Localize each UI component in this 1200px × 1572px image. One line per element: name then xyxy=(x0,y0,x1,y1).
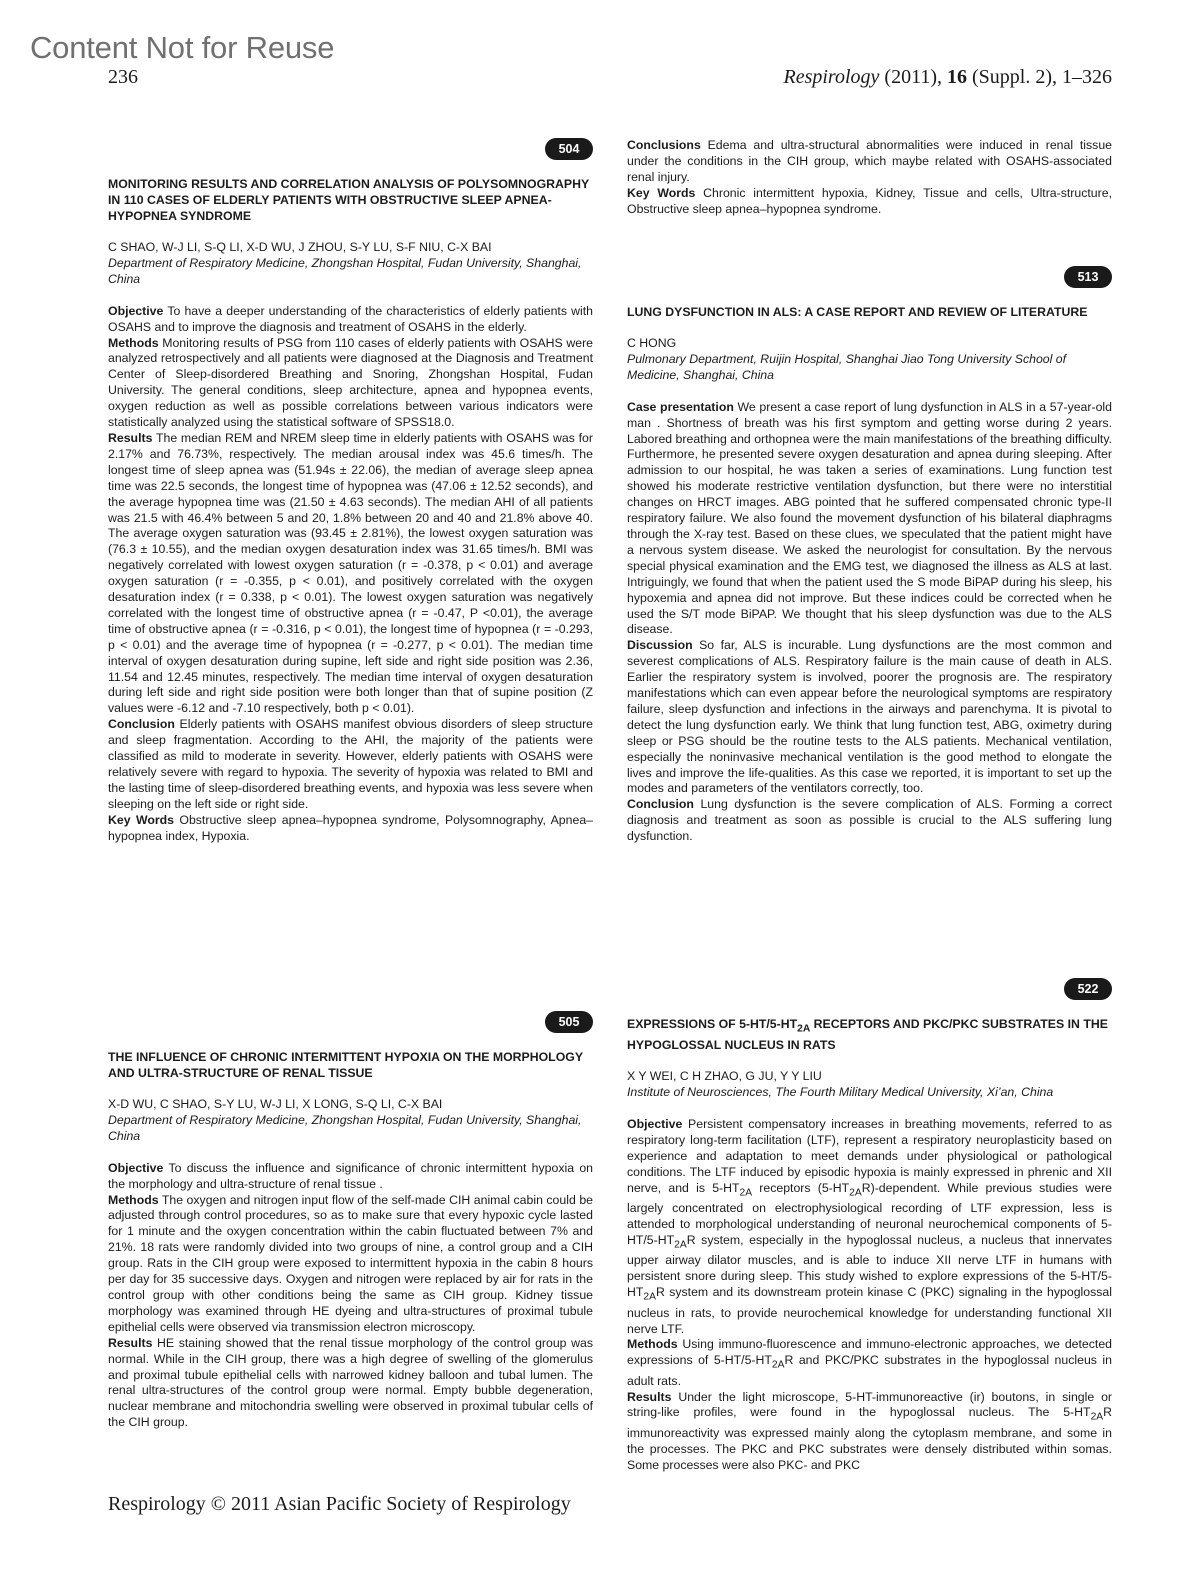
section-text: So far, ALS is incurable. Lung dysfunctions are the most common and severest complications of ALS. Respiratory failure is the main cause of death in ALS. Earlier the respiratory system is involved, poorer the prognosis are. The respiratory manifestations which can even appear before the neurological symptoms are respiratory failure, sleep dysfunction and infections in the airways and parenchyma. It is pivotal to detect the lung dysfunction early. We think that lung function test, ABG, oximetry during sleep or PSG should be the routine tests to the ALS patients. Mechanical ventilation, especially the noninvasive mechanical ventilation is the good method to elongate the lives and improve the life-qualities. As this case we reported, it is important to set up the modes and parameters of the ventilators correctly, too. xyxy=(627,638,1112,796)
results-paragraph: Results Under the light microscope, 5-HT-immunoreactive (ir) boutons, in single or string-like profiles, were found in the hypoglossal nucleus. The $5-HT_{2A}R$ immunoreactivity was expressed mainly along the cytoplasm membrane, and some in the processes. The PKC and PKC substrates were densely distributed within somas. Some processes were also PKC- and PKC xyxy=(627,1389,1113,1472)
section-label: Conclusions xyxy=(627,138,701,152)
section-label: Case presentation xyxy=(627,399,734,414)
abstract-505 xyxy=(108,1011,593,1431)
page-number: 236 xyxy=(108,66,138,88)
objective-paragraph xyxy=(108,1161,593,1193)
section-text: Obstructive sleep apnea–hypopnea syndrome, Polysomnography, Apnea–hypopnea index, Hypoxia. xyxy=(108,812,593,843)
results-paragraph xyxy=(108,431,593,717)
abstract-title: MONITORING RESULTS AND CORRELATION ANALYSIS OF POLYSOMNOGRAPHY IN 110 CASES OF ELDERLY PATIENTS WITH OBSTRUCTIVE SLEEP APNEA-HYPOPNEA SYNDROME xyxy=(108,177,589,223)
section-text: Monitoring results of PSG from 110 cases of elderly patients with OSAHS were analyzed retrospectively and all patients were diagnosed at the Diagnosis and Treatment Center of Sleep-disordered Breathing and Snoring, Zhongshan Hospital, Fudan University. The general conditions, sleep architecture, apnea and hypopnea events, oxygen reduction as well as possible correlations between various indicators were statistically analyzed using the statistical software of SPSS18.0. xyxy=(108,335,594,430)
results-paragraph xyxy=(108,1336,593,1431)
section-label: Conclusion xyxy=(108,717,175,732)
section-label: Methods xyxy=(627,1337,678,1352)
section-text: The median REM and NREM sleep time in elderly patients with OSAHS was for 2.17% and 76.73%, respectively. The median arousal index was 45.6 times/h. The longest time of sleep apnea was (51.94s ± 22.06), the median of average sleep apnea time was 22.5 seconds, the longest time of hypopnea was (47.06 ± 12.52 seconds), and the average hypopnea time was (21.50 ± 4.63 seconds). The median AHI of all patients was 21.5 with 46.4% between 5 and 20, 1.8% between 20 and 40 and 21.8% above 40. The average oxygen saturation was (93.45 ± 2.81%), the lowest oxygen saturation was (76.3 ± 10.55), and the median oxygen desaturation index was 31.65 times/h. BMI was negatively correlated with lowest oxygen saturation (r = -0.378, p < 0.01) and average oxygen saturation (r = -0.355, p < 0.01), and positively correlated with the oxygen desaturation index (r = 0.338, p < 0.01). The lowest oxygen saturation was negatively correlated with the longest time of obstructive apnea (r = -0.47, P <0.01), the average time of obstructive apnea (r = -0.316, p < 0.01), the longest time of hypopnea (r = -0.293, p < 0.01) and the average time of hypopnea (r = -0.277, p < 0.01). The median time interval of oxygen desaturation during supine, left side and right side position was 2.36, 11.54 and 12.45 minutes, respectively. The median time interval of oxygen desaturation during left side and right side position were both longer than that of supine position (Z values were -6.12 and -7.10 respectively, both p < 0.01). xyxy=(108,430,593,716)
section-label: Methods xyxy=(108,1192,159,1207)
section-label: Results xyxy=(108,1335,153,1350)
section-text: Chronic intermittent hypoxia, Kidney, Tissue and cells, Ultra-structure, Obstructive sleep apnea–hypopnea syndrome. xyxy=(627,185,1112,216)
citation-year: (2011), xyxy=(879,66,947,88)
abstract-504 xyxy=(108,138,593,845)
section-text: Elderly patients with OSAHS manifest obvious disorders of sleep structure and sleep fragmentation. According to the AHI, the majority of the patients were classified as mild to moderate in severity. However, elderly patients with OSAHS were relatively severe with regard to hypoxia. The severity of hypoxia was related to BMI and the lasting time of sleep-disordered breathing events, and hypoxia was less severe when sleeping on the left side or right side. xyxy=(108,717,593,811)
abstract-number-badge: 522 xyxy=(1064,978,1112,1000)
section-text: We present a case report of lung dysfunction in ALS in a 57-year-old man . Shortness of breath was his first symptom and getting worse during 2 years. Labored breathing and orthopnea were the main manifestations of the breathing difficulty. Furthermore, he presented severe oxygen desaturation and apnea during sleeping. After admission to our hospital, he was taken a series of examinations. Lung function test showed his moderate restrictive ventilation dysfunction, but there were no interstitial changes on HRCT images. ABG pointed that he suffered compensated chronic type-II respiratory failure. We also found the movement dysfunction of his bilateral diaphragms through the X-ray test. Based on these clues, we speculated that the patient might have a nervous system disease. We asked the neurologist for consultation. By the nervous special physical examination and the EMG test, we diagnosed the illness as ALS at last. Intriguingly, we found that when the patient used the S mode BiPAP during his sleep, his hypoxemia and apnea did not improve. But these indices could be corrected when he used the S/T mode BiPAP. We thought that his sleep dysfunction was due to the ALS disease. xyxy=(627,399,1112,637)
section-text: Edema and ultra-structural abnormalities were induced in renal tissue under the conditions in the CIH group, which maybe related with OSAHS-associated renal injury. xyxy=(627,138,1113,184)
case-paragraph xyxy=(627,400,1112,639)
abstract-title: THE INFLUENCE OF CHRONIC INTERMITTENT HYPOXIA ON THE MORPHOLOGY AND ULTRA-STRUCTURE OF RENAL TISSUE xyxy=(108,1050,583,1080)
abstract-authors: C HONG xyxy=(627,336,677,350)
section-label: Discussion xyxy=(627,638,693,653)
section-label: Key Words xyxy=(108,812,174,827)
section-label: Conclusion xyxy=(627,797,694,812)
abstract-number-badge: 513 xyxy=(1064,266,1112,288)
section-label: Objective xyxy=(627,1117,683,1132)
section-text: The oxygen and nitrogen input flow of the self-made CIH animal cabin could be adjusted through control procedures, so as to make sure that every hypoxic cycle lasted for 1 minute and the oxygen concentration within the cabin fluctuated between 7% and 21%. 18 rats were randomly divided into two groups of nine, a control group and a CIH group. Rats in the CIH group were exposed to intermittent hypoxia in the cabin 8 hours per day for 35 successive days. Oxygen and nitrogen were replaced by air for rats in the control group with other conditions being the same as CIH group. Kidney tissue morphology was examined through HE dyeing and ultra-structures of proximal tubule epithelial cells were observed via transmission electron microscopy. xyxy=(108,1192,593,1334)
discussion-paragraph xyxy=(627,638,1112,797)
section-text: HE staining showed that the renal tissue morphology of the control group was normal. While in the CIH group, there was a high degree of swelling of the glomerulus and proximal tubule epithelial cells with narrowed kidney balloon and tubal lumen. The renal ultra-structures of the control group were normal. Empty bubble degeneration, nuclear membrane and mitochondria swelling were observed in proximal tubular cells of the CIH group. xyxy=(108,1335,593,1430)
abstract-affiliation: Department of Respiratory Medicine, Zhongshan Hospital, Fudan University, Shanghai, China xyxy=(108,1112,582,1143)
abstract-affiliation: Institute of Neurosciences, The Fourth Military Medical University, Xi’an, China xyxy=(627,1085,1054,1100)
abstract-authors: X-D WU, C SHAO, S-Y LU, W-J LI, X LONG, S-Q LI, C-X BAI xyxy=(108,1097,443,1111)
abstract-513 xyxy=(627,266,1112,845)
section-label: Methods xyxy=(108,335,159,350)
abstract-title: EXPRESSIONS OF $5-HT/5-HT_{2A}$ RECEPTORS AND PKC/PKC SUBSTRATES IN THE HYPOGLOSSAL NUCLEUS IN RATS xyxy=(627,1017,1108,1053)
section-text: To have a deeper understanding of the characteristics of elderly patients with OSAHS and to improve the diagnosis and treatment of OSAHS in the elderly. xyxy=(108,303,594,334)
abstract-authors: X Y WEI, C H ZHAO, G JU, Y Y LIU xyxy=(627,1069,822,1084)
conclusion-paragraph xyxy=(108,717,593,812)
volume: 16 xyxy=(947,66,967,88)
section-label: Key Words xyxy=(627,185,696,200)
methods-paragraph: Methods Using immuno-fluorescence and immuno-electronic approaches, we detected expressions of $5-HT/5-HT_{2A}R$ and PKC/PKC substrates in the hypoglossal nucleus in adult rats. xyxy=(627,1337,1112,1388)
objective-paragraph xyxy=(108,304,593,336)
watermark: Content Not for Reuse xyxy=(30,30,335,65)
keywords-paragraph xyxy=(627,186,1112,218)
section-text: Lung dysfunction is the severe complication of ALS. Forming a correct diagnosis and treatment as soon as possible is crucial to the ALS suffering lung dysfunction. xyxy=(627,797,1112,844)
objective-paragraph: Objective Persistent compensatory increases in breathing movements, referred to as respiratory long-term facilitation (LTF), represent a respiratory neuroplasticity based on experience and adaptation to meet demands under physiological or pathological conditions. The LTF induced by episodic hypoxia is mainly expressed in phrenic and XII nerve, and is $5-HT_{2A}$ receptors $(5-HT_{2A}R)$-dependent. While previous studies were largely concentrated on electrophysiological recording of LTF expression, less is attended to morphological understanding of neuronal neurochemical components of $5-HT/5-HT_{2A}R$ system, especially in the hypoglossal nucleus, a nucleus that innervates upper airway dilator muscles, and is able to induce XII nerve LTF in humans with persistent snore during sleep. This study wished to explore expressions of the $5-HT/5-HT_{2A}R$ system and its downstream protein kinase C (PKC) signaling in the hypoglossal nucleus in rats, to provide neurochemical knowledge for understanding functional XII nerve LTF. xyxy=(627,1117,1113,1336)
journal-name: Respirology xyxy=(783,66,880,88)
abstract-title: LUNG DYSFUNCTION IN ALS: A CASE REPORT AND REVIEW OF LITERATURE xyxy=(627,305,1088,319)
methods-paragraph xyxy=(108,1193,593,1336)
abstract-505-continued xyxy=(627,138,1112,218)
section-label: Objective xyxy=(108,1160,164,1175)
keywords-paragraph xyxy=(108,813,593,845)
methods-paragraph xyxy=(108,336,593,431)
abstract-affiliation: Department of Respiratory Medicine, Zhongshan Hospital, Fudan University, Shanghai, China xyxy=(108,255,582,286)
section-label: Results xyxy=(108,430,153,445)
conclusions-paragraph xyxy=(627,138,1112,186)
abstract-affiliation: Pulmonary Department, Ruijin Hospital, Shanghai Jiao Tong University School of Medicine, Shanghai, China xyxy=(627,351,1067,382)
running-header xyxy=(784,66,1113,89)
conclusion-paragraph xyxy=(627,797,1112,845)
page-footer: Respirology © 2011 Asian Pacific Society of Respirology xyxy=(108,1493,571,1515)
abstract-number-badge: 504 xyxy=(545,138,593,160)
section-text: To discuss the influence and significance of chronic intermittent hypoxia on the morphology and ultra-structure of renal tissue . xyxy=(108,1160,593,1191)
abstract-number-badge: 505 xyxy=(545,1011,593,1033)
section-label: Objective xyxy=(108,303,164,318)
abstract-522 xyxy=(627,978,1112,1474)
citation-rest: (Suppl. 2), 1–326 xyxy=(967,66,1112,88)
abstract-authors: C SHAO, W-J LI, S-Q LI, X-D WU, J ZHOU, S-Y LU, S-F NIU, C-X BAI xyxy=(108,240,492,254)
section-label: Results xyxy=(627,1389,672,1404)
